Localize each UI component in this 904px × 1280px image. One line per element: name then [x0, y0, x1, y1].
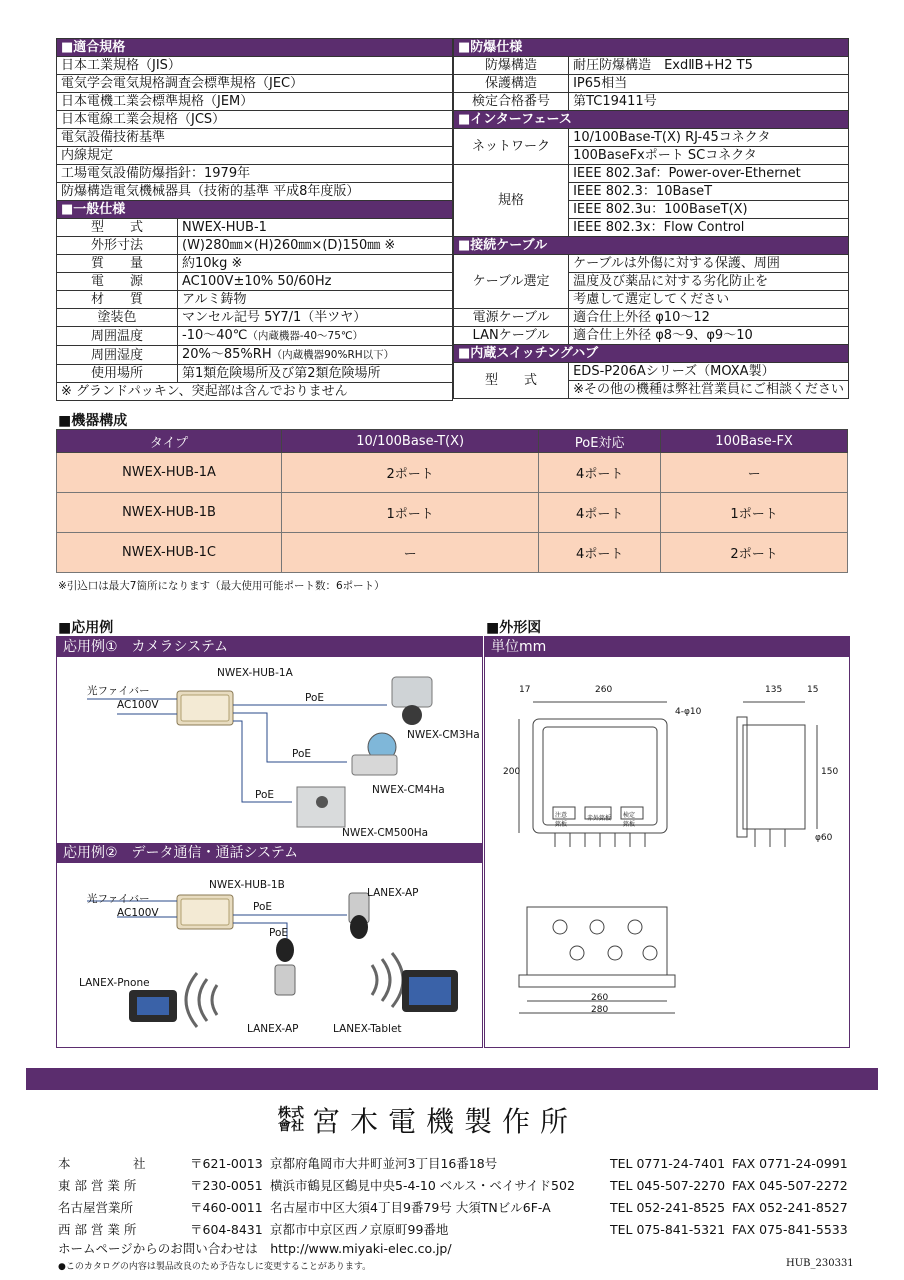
dim-b280: 280 [591, 1005, 609, 1015]
config-cell: 4ポート [539, 453, 661, 493]
table-row [57, 533, 848, 573]
company-prefix: 株式 會社 [278, 1106, 305, 1134]
cable-select-line: ケーブルは外傷に対する保護、周囲 [569, 255, 849, 273]
camera-cm3ha-icon [392, 677, 432, 725]
power-cable-label: 電源ケーブル [454, 309, 569, 327]
config-cell: 2ポート [661, 533, 848, 573]
config-cell: NWEX-HUB-1B [57, 493, 282, 533]
ex1-cam1-label: NWEX-CM3Ha [407, 729, 480, 741]
general-label: 質 量 [57, 255, 178, 273]
list-item: 西 部 営 業 所 〒604-8431 京都市中京区西ノ京原町99番地 TEL 075-841-5321 FAX 075-841-5533 [58, 1221, 848, 1237]
config-cell: 2ポート [282, 453, 539, 493]
dim-17: 17 [519, 685, 531, 695]
list-item: 名古屋営業所 〒460-0011 名古屋市中区大須4丁目9番79号 大須TNビル6F-A TEL 052-241-8525 FAX 052-241-8527 [58, 1199, 848, 1215]
explosion-label: 防爆構造 [454, 57, 569, 75]
drawing-panel [484, 636, 850, 1048]
dim-135: 135 [765, 685, 783, 695]
switch-value: EDS-P206Aシリーズ（MOXA製） [569, 363, 849, 381]
front-view [519, 702, 667, 847]
network-value: 100BaseFxポート SCコネクタ [569, 147, 849, 165]
explosion-value: 第TC19411号 [569, 93, 849, 111]
phone-device-icon [129, 990, 177, 1022]
general-label: 使用場所 [57, 365, 178, 383]
explosion-label: 検定合格番号 [454, 93, 569, 111]
tablet-device-icon [402, 970, 458, 1012]
dim-hole: 4-φ10 [675, 707, 702, 717]
general-value: -10～40℃（内蔵機器-40～75℃） [178, 327, 453, 346]
ex1-cam2-label: NWEX-CM4Ha [372, 784, 445, 796]
standard-value: IEEE 802.3u：100BaseT(X) [569, 201, 849, 219]
ex1-hub-label: NWEX-HUB-1A [217, 667, 293, 679]
dim-150: 150 [821, 767, 839, 777]
config-col-header: PoE対応 [539, 430, 661, 453]
general-value: アルミ鋳物 [178, 291, 453, 309]
general-label: 周囲湿度 [57, 346, 178, 365]
general-label: 型 式 [57, 219, 178, 237]
config-col-header: 100Base-FX [661, 430, 848, 453]
left-spec-table [56, 38, 453, 401]
catalog-code: HUB_230331 [786, 1258, 854, 1269]
config-note: ※引込口は最大7箇所になります（最大使用可能ポート数：6ポート） [58, 580, 385, 592]
table-row [57, 453, 848, 493]
explosion-label: 保護構造 [454, 75, 569, 93]
config-cell: 4ポート [539, 493, 661, 533]
standard-item: 防爆構造電気機械器具（技術的基準 平成8年度版） [57, 183, 453, 201]
explosion-header: ■防爆仕様 [454, 39, 849, 57]
network-value: 10/100Base-T(X) RJ-45コネクタ [569, 129, 849, 147]
config-cell: ー [661, 453, 848, 493]
cable-select-label: ケーブル選定 [454, 255, 569, 309]
access-point-icon [275, 938, 295, 995]
office-list [58, 1152, 848, 1240]
cable-header: ■接続ケーブル [454, 237, 849, 255]
lan-cable-label: LANケーブル [454, 327, 569, 345]
switch-label: 型 式 [454, 363, 569, 399]
config-col-header: 10/100Base-T(X) [282, 430, 539, 453]
config-cell: NWEX-HUB-1A [57, 453, 282, 493]
power-cable-value: 適合仕上外径 φ10～12 [569, 309, 849, 327]
general-value: マンセル記号 5Y7/1（半ツヤ） [178, 309, 453, 327]
ex2-phone-label: LANEX-Pnone [79, 977, 150, 989]
standards-header: ■適合規格 [57, 39, 453, 57]
side-view [737, 702, 817, 847]
list-item: 東 部 営 業 所 〒230-0051 横浜市鶴見区鶴見中央5-4-10 ベルス・ベイサイド502 TEL 045-507-2270 FAX 045-507-2272 [58, 1177, 848, 1193]
cable-select-line: 温度及び薬品に対する劣化防止を [569, 273, 849, 291]
standard-item: 内線規定 [57, 147, 453, 165]
footer-bar [26, 1068, 878, 1090]
ex2-ac-label: AC100V [117, 907, 159, 919]
standard-value: IEEE 802.3：10BaseT [569, 183, 849, 201]
drawing-header: 単位mm [485, 637, 849, 657]
switch-header: ■内蔵スイッチングハブ [454, 345, 849, 363]
standard-label: 規格 [454, 165, 569, 237]
right-spec-table [453, 38, 849, 399]
general-value: AC100V±10% 50/60Hz [178, 273, 453, 291]
config-cell: 1ポート [661, 493, 848, 533]
standard-item: 電気設備技術基準 [57, 129, 453, 147]
hub-box-icon [177, 691, 233, 725]
examples-panel [56, 636, 483, 1048]
lan-cable-value: 適合仕上外径 φ8～9、φ9～10 [569, 327, 849, 345]
standard-item: 日本電機工業会標準規格（JEM） [57, 93, 453, 111]
standard-item: 工場電気設備防爆指針：1979年 [57, 165, 453, 183]
ex2-ap1-label: LANEX-AP [367, 887, 419, 899]
standard-value: IEEE 802.3x：Flow Control [569, 219, 849, 237]
config-title: ■機器構成 [58, 413, 128, 429]
access-point-icon [349, 893, 369, 939]
general-note: ※ グランドパッキン、突起部は含んでおりません [57, 383, 453, 401]
ex2-tablet-label: LANEX-Tablet [333, 1023, 402, 1035]
nameplate-label: 赤外銘板 [587, 815, 612, 822]
camera-cm4ha-icon [352, 733, 397, 775]
general-value: 約10kg ※ [178, 255, 453, 273]
switch-note: ※その他の機種は弊社営業員にご相談ください [569, 381, 849, 399]
nameplate-label: 注意 銘板 [555, 812, 568, 828]
general-value: 20%～85%RH（内蔵機器90%RH以下） [178, 346, 453, 365]
general-label: 塗装色 [57, 309, 178, 327]
drawing-title: ■外形図 [486, 620, 542, 636]
ex1-poe-label: PoE [255, 789, 275, 801]
config-cell: 1ポート [282, 493, 539, 533]
general-label: 周囲温度 [57, 327, 178, 346]
website-link[interactable]: ホームページからのお問い合わせは http://www.miyaki-elec.co.jp/ [58, 1241, 452, 1256]
general-header: ■一般仕様 [57, 201, 453, 219]
config-table [56, 429, 848, 573]
example2-header: 応用例② データ通信・通話システム [57, 843, 482, 863]
config-cell: ー [282, 533, 539, 573]
hub-box-icon [177, 895, 233, 929]
nameplate-label: 検定 銘板 [623, 812, 636, 828]
camera-cm500ha-icon [297, 787, 345, 827]
interface-header: ■インターフェース [454, 111, 849, 129]
general-value: (W)280㎜×(H)260㎜×(D)150㎜ ※ [178, 237, 453, 255]
list-item: 本 社 〒621-0013 京都府亀岡市大井町並河3丁目16番18号 TEL 0771-24-7401 FAX 0771-24-0991 [58, 1155, 848, 1171]
ex1-poe-label: PoE [305, 692, 325, 704]
company-logo [278, 1100, 578, 1140]
example1-header: 応用例① カメラシステム [57, 637, 482, 657]
explosion-value: 耐圧防爆構造 ExdⅡB+H2 T5 [569, 57, 849, 75]
ex1-poe-label: PoE [292, 748, 312, 760]
company-name: 宮木電機製作所 [312, 1105, 579, 1138]
ex2-hub-label: NWEX-HUB-1B [209, 879, 285, 891]
ex1-ac-label: AC100V [117, 699, 159, 711]
general-label: 材 質 [57, 291, 178, 309]
explosion-value: IP65相当 [569, 75, 849, 93]
ex1-fiber-label: 光ファイバー [87, 685, 150, 697]
ex2-poe-label: PoE [253, 901, 273, 913]
table-row [57, 493, 848, 533]
ex2-fiber-label: 光ファイバー [87, 893, 150, 905]
config-col-header: タイプ [57, 430, 282, 453]
network-label: ネットワーク [454, 129, 569, 165]
cable-select-line: 考慮して選定してください [569, 291, 849, 309]
dim-phi60: φ60 [815, 833, 833, 843]
examples-title: ■応用例 [58, 620, 114, 636]
standard-item: 電気学会電気規格調査会標準規格（JEC） [57, 75, 453, 93]
dim-200: 200 [503, 767, 521, 777]
dim-15: 15 [807, 685, 819, 695]
ex1-cam3-label: NWEX-CM500Ha [342, 827, 429, 839]
ex2-ap2-label: LANEX-AP [247, 1023, 299, 1035]
standard-item: 日本工業規格（JIS） [57, 57, 453, 75]
standard-item: 日本電線工業会規格（JCS） [57, 111, 453, 129]
dim-260: 260 [595, 685, 613, 695]
outline-drawing [485, 657, 849, 1045]
config-cell: 4ポート [539, 533, 661, 573]
ex2-poe-label: PoE [269, 927, 289, 939]
standard-value: IEEE 802.3af：Power-over-Ethernet [569, 165, 849, 183]
general-label: 電 源 [57, 273, 178, 291]
general-label: 外形寸法 [57, 237, 178, 255]
dim-b260: 260 [591, 993, 609, 1003]
general-value: 第1類危険場所及び第2類危険場所 [178, 365, 453, 383]
disclaimer: ●このカタログの内容は製品改良のため予告なしに変更することがあります。 [58, 1262, 372, 1272]
config-cell: NWEX-HUB-1C [57, 533, 282, 573]
general-value: NWEX-HUB-1 [178, 219, 453, 237]
